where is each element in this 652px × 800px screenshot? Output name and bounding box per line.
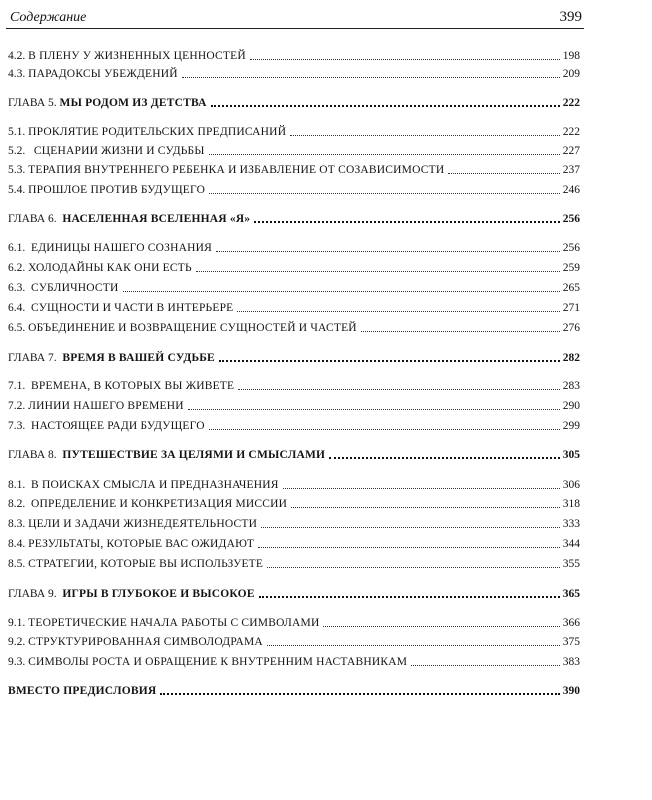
toc-entry-number: 7.3. (8, 420, 31, 432)
toc-entry-title: В ПОИСКАХ СМЫСЛА И ПРЕДНАЗНАЧЕНИЯ (31, 479, 279, 491)
toc-chapter-row[interactable] (8, 345, 580, 365)
toc-entry-title: СЦЕНАРИИ ЖИЗНИ И СУДЬБЫ (33, 145, 205, 157)
toc-page-number: 222 (562, 126, 580, 138)
toc-entry-title: СТРАТЕГИИ, КОТОРЫЕ ВЫ ИСПОЛЬЗУЕТЕ (28, 558, 264, 570)
toc-entry-title: ЦЕЛИ И ЗАДАЧИ ЖИЗНЕДЕЯТЕЛЬНОСТИ (28, 518, 258, 530)
dot-leader (209, 153, 560, 155)
toc-entry-row[interactable] (8, 157, 580, 177)
toc-entry-row[interactable] (8, 43, 580, 63)
toc-entry-row[interactable] (8, 295, 580, 315)
toc-entry-number: 6.5. (8, 322, 29, 334)
toc-entry-title: РЕЗУЛЬТАТЫ, КОТОРЫЕ ВАС ОЖИДАЮТ (28, 538, 255, 550)
toc-entry-title: ЛИНИИ НАШЕГО ВРЕМЕНИ (28, 400, 184, 412)
toc-entry-title: НАСТОЯЩЕЕ РАДИ БУДУЩЕГО (31, 420, 205, 432)
toc-entry-number: ГЛАВА 6. (8, 213, 63, 225)
toc-entry-row[interactable] (8, 649, 580, 669)
toc-page-number: 306 (562, 479, 580, 491)
toc-entry-number: ГЛАВА 5. (8, 97, 60, 109)
toc-entry-title: СУБЛИЧНОСТИ (31, 282, 119, 294)
toc-entry-row[interactable] (8, 393, 580, 413)
toc-page-number: 271 (562, 302, 580, 314)
toc-page-number: 366 (562, 617, 580, 629)
toc-chapter-row[interactable] (8, 442, 580, 462)
toc-entry-title: ВМЕСТО ПРЕДИСЛОВИЯ (8, 685, 157, 697)
toc-entry-title: ОБЪЕДИНЕНИЕ И ВОЗВРАЩЕНИЕ СУЩНОСТЕЙ И ЧАСТЕЙ (28, 322, 357, 334)
toc-page-number: 333 (562, 518, 580, 530)
toc-page-number: 282 (562, 352, 580, 364)
toc-page-number: 375 (562, 636, 580, 648)
toc-entry-title: ОПРЕДЕЛЕНИЕ И КОНКРЕТИЗАЦИЯ МИССИИ (31, 498, 288, 510)
toc-entry-number: 9.3. (8, 656, 29, 668)
toc-entry-number: 5.3. (8, 164, 29, 176)
dot-leader (291, 506, 560, 508)
toc-entry-row[interactable] (8, 629, 580, 649)
dot-leader (238, 388, 560, 390)
dot-leader (290, 134, 560, 136)
toc-entry-number: 6.4. (8, 302, 31, 314)
dot-leader (254, 220, 560, 223)
toc-entry-row[interactable] (8, 119, 580, 139)
toc-page-number: 265 (562, 282, 580, 294)
toc-page-number: 318 (562, 498, 580, 510)
dot-leader (361, 330, 560, 332)
toc-page-number: 344 (562, 538, 580, 550)
toc-entry-title: МЫ РОДОМ ИЗ ДЕТСТВА (59, 97, 207, 109)
toc-entry-title: ТЕРАПИЯ ВНУТРЕННЕГО РЕБЕНКА И ИЗБАВЛЕНИЕ ОТ СОЗАВИСИМОСТИ (28, 164, 445, 176)
toc-entry-title: ИГРЫ В ГЛУБОКОЕ И ВЫСОКОЕ (62, 588, 255, 600)
toc-entry-title: ТЕОРЕТИЧЕСКИЕ НАЧАЛА РАБОТЫ С СИМВОЛАМИ (28, 617, 320, 629)
toc-entry-number: 7.1. (8, 380, 31, 392)
toc-entry-title: ХОЛОДАЙНЫ КАК ОНИ ЕСТЬ (28, 262, 192, 274)
toc-page-number: 283 (562, 380, 580, 392)
toc-entry-number: 9.1. (8, 617, 29, 629)
dot-leader (123, 290, 560, 292)
toc-page-number: 290 (562, 400, 580, 412)
toc-entry-row[interactable] (8, 315, 580, 335)
toc-entry-title: ВРЕМЕНА, В КОТОРЫХ ВЫ ЖИВЕТЕ (31, 380, 235, 392)
toc-entry-row[interactable] (8, 138, 580, 158)
dot-leader (261, 526, 560, 528)
dot-leader (258, 546, 560, 548)
toc-entry-title: СТРУКТУРИРОВАННАЯ СИМВОЛОДРАМА (28, 636, 263, 648)
toc-entry-row[interactable] (8, 551, 580, 571)
toc-entry-row[interactable] (8, 177, 580, 197)
toc-entry-row[interactable] (8, 235, 580, 255)
toc-page-number: 390 (562, 685, 580, 697)
toc-entry-number: ГЛАВА 8. (8, 449, 63, 461)
dot-leader (267, 566, 560, 568)
toc-entry-title: СИМВОЛЫ РОСТА И ОБРАЩЕНИЕ К ВНУТРЕННИМ НАСТАВНИКАМ (28, 656, 408, 668)
toc-page-number: 227 (562, 145, 580, 157)
header-title: Содержание (10, 10, 87, 25)
toc-entry-number: 9.2. (8, 636, 29, 648)
toc-entry-number: 4.3. (8, 68, 29, 80)
toc-entry-number: 7.2. (8, 400, 29, 412)
toc-page-number: 365 (562, 588, 580, 600)
toc-entry-number: 8.4. (8, 538, 29, 550)
toc-entry-title: ЕДИНИЦЫ НАШЕГО СОЗНАНИЯ (31, 242, 212, 254)
toc-entry-row[interactable] (8, 373, 580, 393)
toc-entry-title: ПРОШЛОЕ ПРОТИВ БУДУЩЕГО (28, 184, 206, 196)
dot-leader (182, 76, 560, 78)
toc-entry-number: 5.4. (8, 184, 29, 196)
dot-leader (250, 58, 560, 60)
toc-page-number: 383 (562, 656, 580, 668)
toc-page-number: 209 (562, 68, 580, 80)
dot-leader (216, 250, 560, 252)
toc-entry-row[interactable] (8, 511, 580, 531)
toc-entry-title: ПАРАДОКСЫ УБЕЖДЕНИЙ (28, 68, 178, 80)
dot-leader (323, 625, 559, 627)
toc-page-number: 256 (562, 213, 580, 225)
toc-entry-title: ПРОКЛЯТИЕ РОДИТЕЛЬСКИХ ПРЕДПИСАНИЙ (28, 126, 287, 138)
toc-entry-row[interactable] (8, 61, 580, 81)
toc-entry-number: 6.3. (8, 282, 31, 294)
dot-leader (160, 692, 559, 695)
dot-leader (209, 428, 560, 430)
toc-entry-number: 5.2. (8, 145, 34, 157)
toc-chapter-row[interactable] (8, 581, 580, 601)
toc-page-number: 299 (562, 420, 580, 432)
toc-page-number: 246 (562, 184, 580, 196)
dot-leader (267, 644, 560, 646)
dot-leader (259, 595, 560, 598)
toc-entry-number: 8.3. (8, 518, 29, 530)
dot-leader (237, 310, 559, 312)
toc-page-number: 305 (562, 449, 580, 461)
toc-entry-number: 6.2. (8, 262, 29, 274)
toc-entry-title: В ПЛЕНУ У ЖИЗНЕННЫХ ЦЕННОСТЕЙ (28, 50, 246, 62)
toc-entry-title: НАСЕЛЕННАЯ ВСЕЛЕННАЯ «Я» (62, 213, 251, 225)
dot-leader (209, 192, 560, 194)
toc-entry-title: ПУТЕШЕСТВИЕ ЗА ЦЕЛЯМИ И СМЫСЛАМИ (62, 449, 326, 461)
toc-entry-row[interactable] (8, 610, 580, 630)
toc-entry-row[interactable] (8, 491, 580, 511)
dot-leader (329, 456, 560, 459)
dot-leader (283, 487, 560, 489)
header-page-number: 399 (559, 9, 582, 25)
toc-entry-row[interactable] (8, 472, 580, 492)
toc-page-number: 222 (562, 97, 580, 109)
toc-entry-number: 8.2. (8, 498, 31, 510)
toc-page-number: 276 (562, 322, 580, 334)
toc-page-number: 355 (562, 558, 580, 570)
toc-page-number: 256 (562, 242, 580, 254)
toc-entry-number: 4.2. (8, 50, 29, 62)
toc-entry-title: ВРЕМЯ В ВАШЕЙ СУДЬБЕ (62, 352, 215, 364)
toc-entry-row[interactable] (8, 255, 580, 275)
toc-page-number: 198 (562, 50, 580, 62)
toc-entry-number: ГЛАВА 9. (8, 588, 63, 600)
dot-leader (448, 172, 559, 174)
toc-entry-row[interactable] (8, 275, 580, 295)
toc-entry-number: 6.1. (8, 242, 31, 254)
toc-page-number: 259 (562, 262, 580, 274)
dot-leader (411, 664, 560, 666)
dot-leader (196, 270, 560, 272)
toc-chapter-row[interactable] (8, 90, 580, 110)
dot-leader (188, 408, 560, 410)
toc-entry-number: 5.1. (8, 126, 29, 138)
toc-chapter-row[interactable] (8, 206, 580, 226)
toc-page-number: 237 (562, 164, 580, 176)
toc-entry-title: СУЩНОСТИ И ЧАСТИ В ИНТЕРЬЕРЕ (31, 302, 234, 314)
toc-entry-number: 8.1. (8, 479, 31, 491)
dot-leader (219, 359, 560, 362)
toc-entry-number: ГЛАВА 7. (8, 352, 63, 364)
toc-entry-number: 8.5. (8, 558, 29, 570)
toc-entry-row[interactable] (8, 531, 580, 551)
dot-leader (211, 104, 560, 107)
toc-chapter-row[interactable] (8, 678, 580, 698)
toc-entry-row[interactable] (8, 413, 580, 433)
